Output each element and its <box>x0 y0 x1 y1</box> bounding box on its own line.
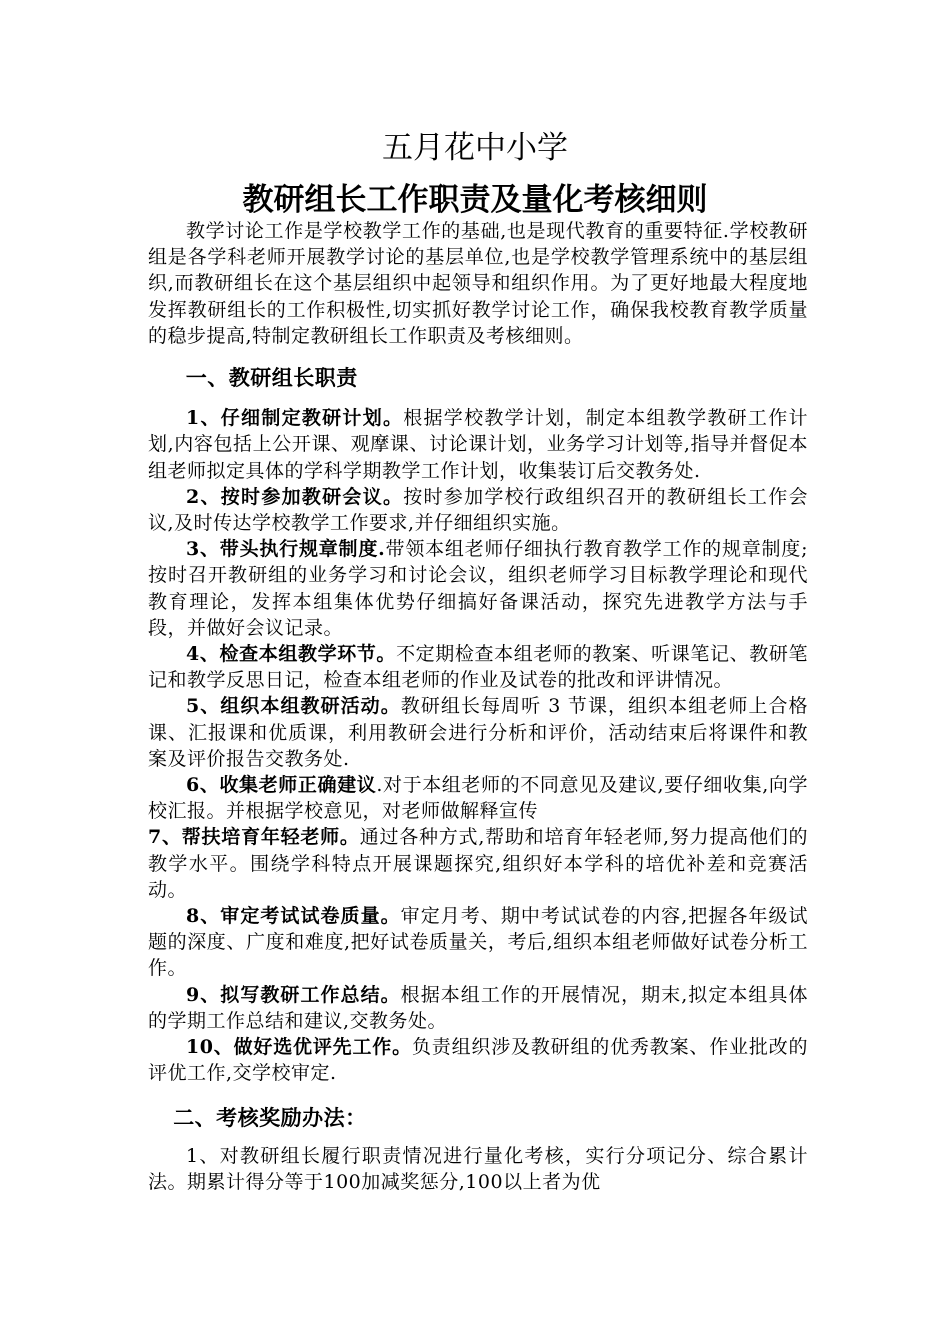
duty-lead: 9、拟写教研工作总结。 <box>186 983 401 1006</box>
duty-item <box>148 405 808 484</box>
intro-paragraph: 教学讨论工作是学校教学工作的基础,也是现代教育的重要特征.学校教研组是各学科老师开展教学讨论的基层单位,也是学校教学管理系统中的基层组织,而教研组长在这个基层组织中起领导和组织作用。为了更好地最大程度地发挥教研组长的工作积极性,切实抓好教学讨论工作，确保我校教育教学质量的稳步提高,特制定教研组长工作职责及考核细则。 <box>148 220 808 347</box>
duty-text: 根据学校教学计划，制定本组教学教研工作计划,内容包括上公开课、观摩课、讨论课计划，业务学习计划等,指导并督促本组老师拟定具体的学科学期教学工作计划，收集装订后交教务处. <box>148 407 808 482</box>
duty-item <box>148 772 808 824</box>
duty-text: 负责组织涉及教研组的优秀教案、作业批改的评优工作,交学校审定. <box>148 1036 808 1085</box>
duty-text: .对于本组老师的不同意见及建议,要仔细收集,向学校汇报。并根据学校意见，对老师做解释宣传 <box>148 774 808 823</box>
duty-text: 带领本组老师仔细执行教育教学工作的规章制度;按时召开教研组的业务学习和讨论会议，组织老师学习目标教学理论和现代教育理论，发挥本组集体优势仔细搞好备课活动，探究先进教学方法与手段，并做好会议记录。 <box>148 538 808 639</box>
duty-lead: 7、帮扶培育年轻老师。 <box>148 826 360 849</box>
duty-text: 审定月考、期中考试试卷的内容,把握各年级试题的深度、广度和难度,把好试卷质量关，考后,组织本组老师做好试卷分析工作。 <box>148 905 808 980</box>
section-heading-duties: 一、教研组长职责 <box>185 366 358 391</box>
duty-lead: 10、做好选优评先工作。 <box>186 1036 412 1059</box>
document-body <box>148 218 808 1195</box>
duty-item <box>148 536 808 641</box>
duty-text: 按时参加学校行政组织召开的教研组长工作会议,及时传达学校教学工作要求,并仔细组织实施。 <box>148 485 808 535</box>
duty-item <box>148 484 808 536</box>
duty-text: 通过各种方式,帮助和培育年轻老师,努力提高他们的教学水平。围绕学科特点开展课题探究,组织好本学科的培优补差和竞赛活动。 <box>148 826 808 901</box>
duty-item <box>148 641 808 693</box>
duty-item <box>148 693 808 772</box>
duty-lead: 8、审定考试试卷质量。 <box>186 905 401 928</box>
duty-lead: 3、带头执行规章制度. <box>186 538 386 561</box>
duty-text: 根据本组工作的开展情况，期末,拟定本组具体的学期工作总结和建议,交教务处。 <box>148 983 808 1032</box>
section-heading-assessment: 二、考核奖励办法： <box>173 1105 367 1130</box>
duty-lead: 5、组织本组教研活动。 <box>186 695 401 718</box>
duty-item <box>148 1034 808 1086</box>
duty-item <box>148 824 808 903</box>
duty-text: 不定期检查本组老师的教案、听课笔记、教研笔记和教学反思日记，检查本组老师的作业及试卷的批改和评讲情况。 <box>148 643 808 692</box>
document-title: 教研组长工作职责及量化考核细则 <box>242 182 708 218</box>
duty-text: 教研组长每周听 3 节课，组织本组老师上合格课、汇报课和优质课，利用教研会进行分析和评价，活动结束后将课件和教案及评价报告交教务处. <box>148 695 808 770</box>
duty-item <box>148 982 808 1034</box>
assessment-paragraph: 1、对教研组长履行职责情况进行量化考核，实行分项记分、综合累计法。期累计得分等于100加减奖惩分,100以上者为优 <box>148 1144 808 1193</box>
duty-lead: 2、按时参加教研会议。 <box>186 485 404 508</box>
duty-lead: 1、仔细制定教研计划。 <box>186 407 404 430</box>
school-title: 五月花中小学 <box>382 130 568 166</box>
duty-lead: 4、检查本组教学环节。 <box>186 643 397 666</box>
duty-lead: 6、收集老师正确建议 <box>186 774 377 797</box>
duty-item <box>148 903 808 982</box>
